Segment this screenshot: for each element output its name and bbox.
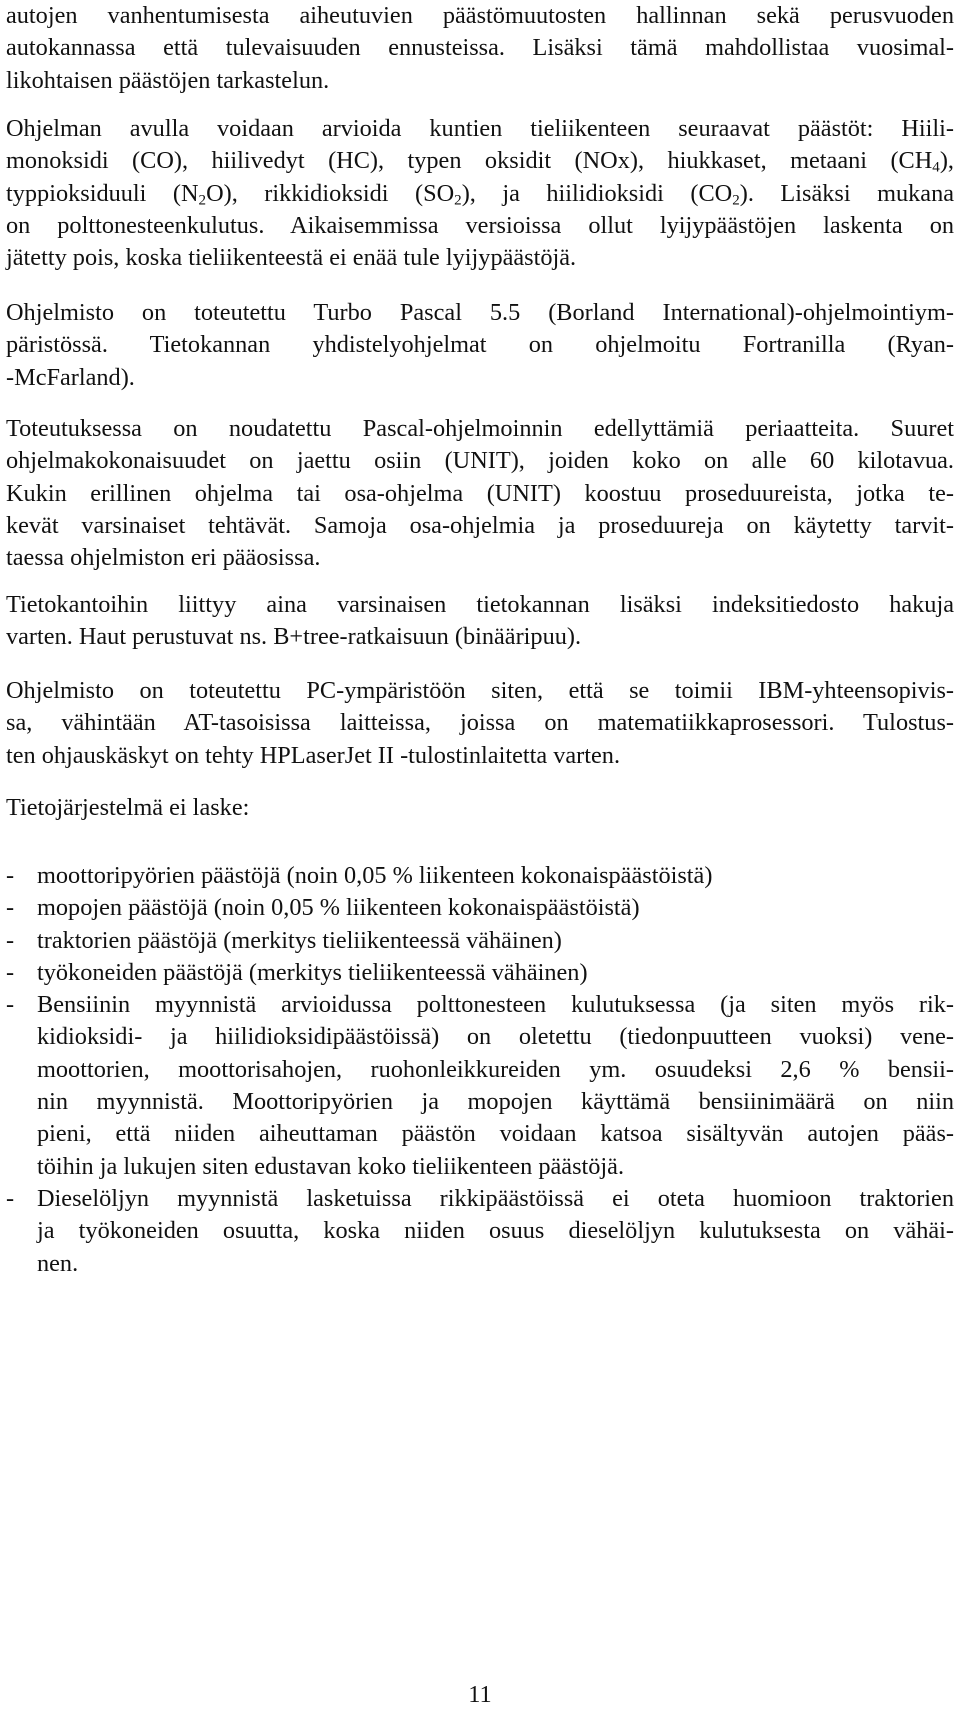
text-line: nin myynnistä. Moottoripyörien ja mopojen käyttämä bensiinimäärä on niin bbox=[37, 1088, 954, 1116]
text-line: jätetty pois, koska tieliikenteestä ei enää tule lyijypäästöjä. bbox=[6, 244, 577, 272]
text-line: Dieselöljyn myynnistä lasketuissa rikkipäästöissä ei oteta huomioon traktorien bbox=[37, 1184, 954, 1212]
text-line bbox=[6, 145, 954, 177]
subscript: 2 bbox=[454, 191, 462, 208]
text-line: Kukin erillinen ohjelma tai osa-ohjelma (UNIT) koostuu proseduureista, jotka te- bbox=[6, 479, 954, 507]
text-line: Bensiinin myynnistä arvioidussa polttonesteen kulutuksessa (ja siten myös rik- bbox=[37, 991, 954, 1019]
text-line: Tietojärjestelmä ei laske: bbox=[6, 794, 250, 821]
text-line: kevät varsinaiset tehtävät. Samoja osa-ohjelmia ja proseduureja on käytetty tarvit- bbox=[6, 511, 954, 539]
text-line: pieni, että niiden aiheuttaman päästön voidaan katsoa sisältyvän autojen pääs- bbox=[37, 1120, 954, 1148]
text-line: mopojen päästöjä (noin 0,05 % liikenteen kokonaispäästöistä) bbox=[37, 894, 640, 922]
list-item bbox=[6, 860, 954, 892]
subscript: 2 bbox=[198, 191, 207, 208]
subscript: 2 bbox=[732, 191, 740, 208]
paragraph-list-intro bbox=[6, 792, 954, 824]
text-line: autojen vanhentumisesta aiheutuvien päästömuutosten hallinnan sekä perusvuoden bbox=[6, 2, 954, 29]
list-item bbox=[6, 1183, 954, 1280]
text-line: moottoripyörien päästöjä (noin 0,05 % liikenteen kokonaispäästöistä) bbox=[37, 862, 713, 889]
text-line bbox=[6, 178, 954, 210]
text-line: ja työkoneiden osuutta, koska niiden osuus dieselöljyn kulutuksesta on vähäi- bbox=[37, 1217, 954, 1245]
paragraph-platform bbox=[6, 675, 954, 772]
text-line: on polttonesteenkulutus. Aikaisemmissa versioissa ollut lyijypäästöjen laskenta on bbox=[6, 211, 954, 239]
text-line: taessa ohjelmiston eri pääosissa. bbox=[6, 544, 321, 572]
text-line: sa, vähintään AT-tasoisissa laitteissa, joissa on matematiikkaprosessori. Tulostus- bbox=[6, 709, 954, 737]
text-segment: O), rikkidioksidi (SO bbox=[206, 179, 455, 207]
text-line: varten. Haut perustuvat ns. B+tree-ratkaisuun (binääripuu). bbox=[6, 623, 582, 651]
paragraph-intro-continuation bbox=[6, 0, 954, 97]
text-line: Ohjelmisto on toteutettu PC-ympäristöön siten, että se toimii IBM-yhteensopivis- bbox=[6, 677, 954, 704]
bullet-dash: - bbox=[6, 1184, 15, 1212]
text-line: ohjelmakokonaisuudet on jaettu osiin (UNIT), joiden koko on alle 60 kilotavua. bbox=[6, 447, 954, 475]
text-segment: typpioksiduuli (N bbox=[6, 179, 199, 207]
text-line: likohtaisen päästöjen tarkastelun. bbox=[6, 66, 330, 94]
text-line: ten ohjauskäskyt on tehty HPLaserJet II -tulostinlaitetta varten. bbox=[6, 741, 621, 769]
text-line: Ohjelmisto on toteutettu Turbo Pascal 5.5 (Borland International)-ohjelmointiym- bbox=[6, 299, 954, 326]
paragraph-emissions bbox=[6, 113, 954, 274]
paragraph-databases bbox=[6, 589, 954, 654]
text-line: kidioksidi- ja hiilidioksidipäästöissä) on oletettu (tiedonpuutteen vuoksi) vene- bbox=[37, 1023, 954, 1051]
text-line: autokannassa että tulevaisuuden ennusteissa. Lisäksi tämä mahdollistaa vuosimal- bbox=[6, 34, 954, 62]
text-line: moottorien, moottorisahojen, ruohonleikkureiden ym. osuudeksi 2,6 % bensii- bbox=[37, 1055, 954, 1083]
list-item bbox=[6, 957, 954, 989]
text-line: työkoneiden päästöjä (merkitys tieliikenteessä vähäinen) bbox=[37, 958, 588, 986]
text-line: Tietokantoihin liittyy aina varsinaisen tietokannan lisäksi indeksitiedosto hakuja bbox=[6, 591, 954, 618]
paragraph-environment bbox=[6, 297, 954, 394]
text-segment: ), ja hiilidioksidi (CO bbox=[461, 179, 733, 207]
bullet-dash: - bbox=[6, 862, 15, 889]
text-line: päristössä. Tietokannan yhdistelyohjelmat on ohjelmoitu Fortranilla (Ryan- bbox=[6, 331, 954, 359]
list-item bbox=[6, 989, 954, 1183]
list-item bbox=[6, 892, 954, 924]
text-line: töihin ja lukujen siten edustavan koko tieliikenteen päästöjä. bbox=[37, 1152, 625, 1180]
bullet-dash: - bbox=[6, 991, 15, 1019]
bullet-dash: - bbox=[6, 958, 15, 986]
text-segment: monoksidi (CO), hiilivedyt (HC), typen oksidit (NOx), hiukkaset, metaani (CH bbox=[6, 147, 933, 175]
text-line: traktorien päästöjä (merkitys tieliikenteessä vähäinen) bbox=[37, 926, 562, 954]
subscript: 4 bbox=[932, 159, 940, 176]
text-segment: ), bbox=[939, 147, 954, 175]
page-number: 11 bbox=[468, 1681, 492, 1708]
text-line: -McFarland). bbox=[6, 363, 135, 391]
text-segment: ). Lisäksi mukana bbox=[739, 179, 955, 207]
text-line: Ohjelman avulla voidaan arvioida kuntien tieliikenteen seuraavat päästöt: Hiili- bbox=[6, 115, 954, 142]
bullet-dash: - bbox=[6, 926, 15, 954]
list-item bbox=[6, 925, 954, 957]
text-line: Toteutuksessa on noudatettu Pascal-ohjelmoinnin edellyttämiä periaatteita. Suuret bbox=[6, 415, 954, 442]
bullet-dash: - bbox=[6, 894, 15, 922]
text-line: nen. bbox=[37, 1249, 79, 1277]
paragraph-implementation bbox=[6, 413, 954, 574]
exclusions-list bbox=[6, 860, 954, 1280]
